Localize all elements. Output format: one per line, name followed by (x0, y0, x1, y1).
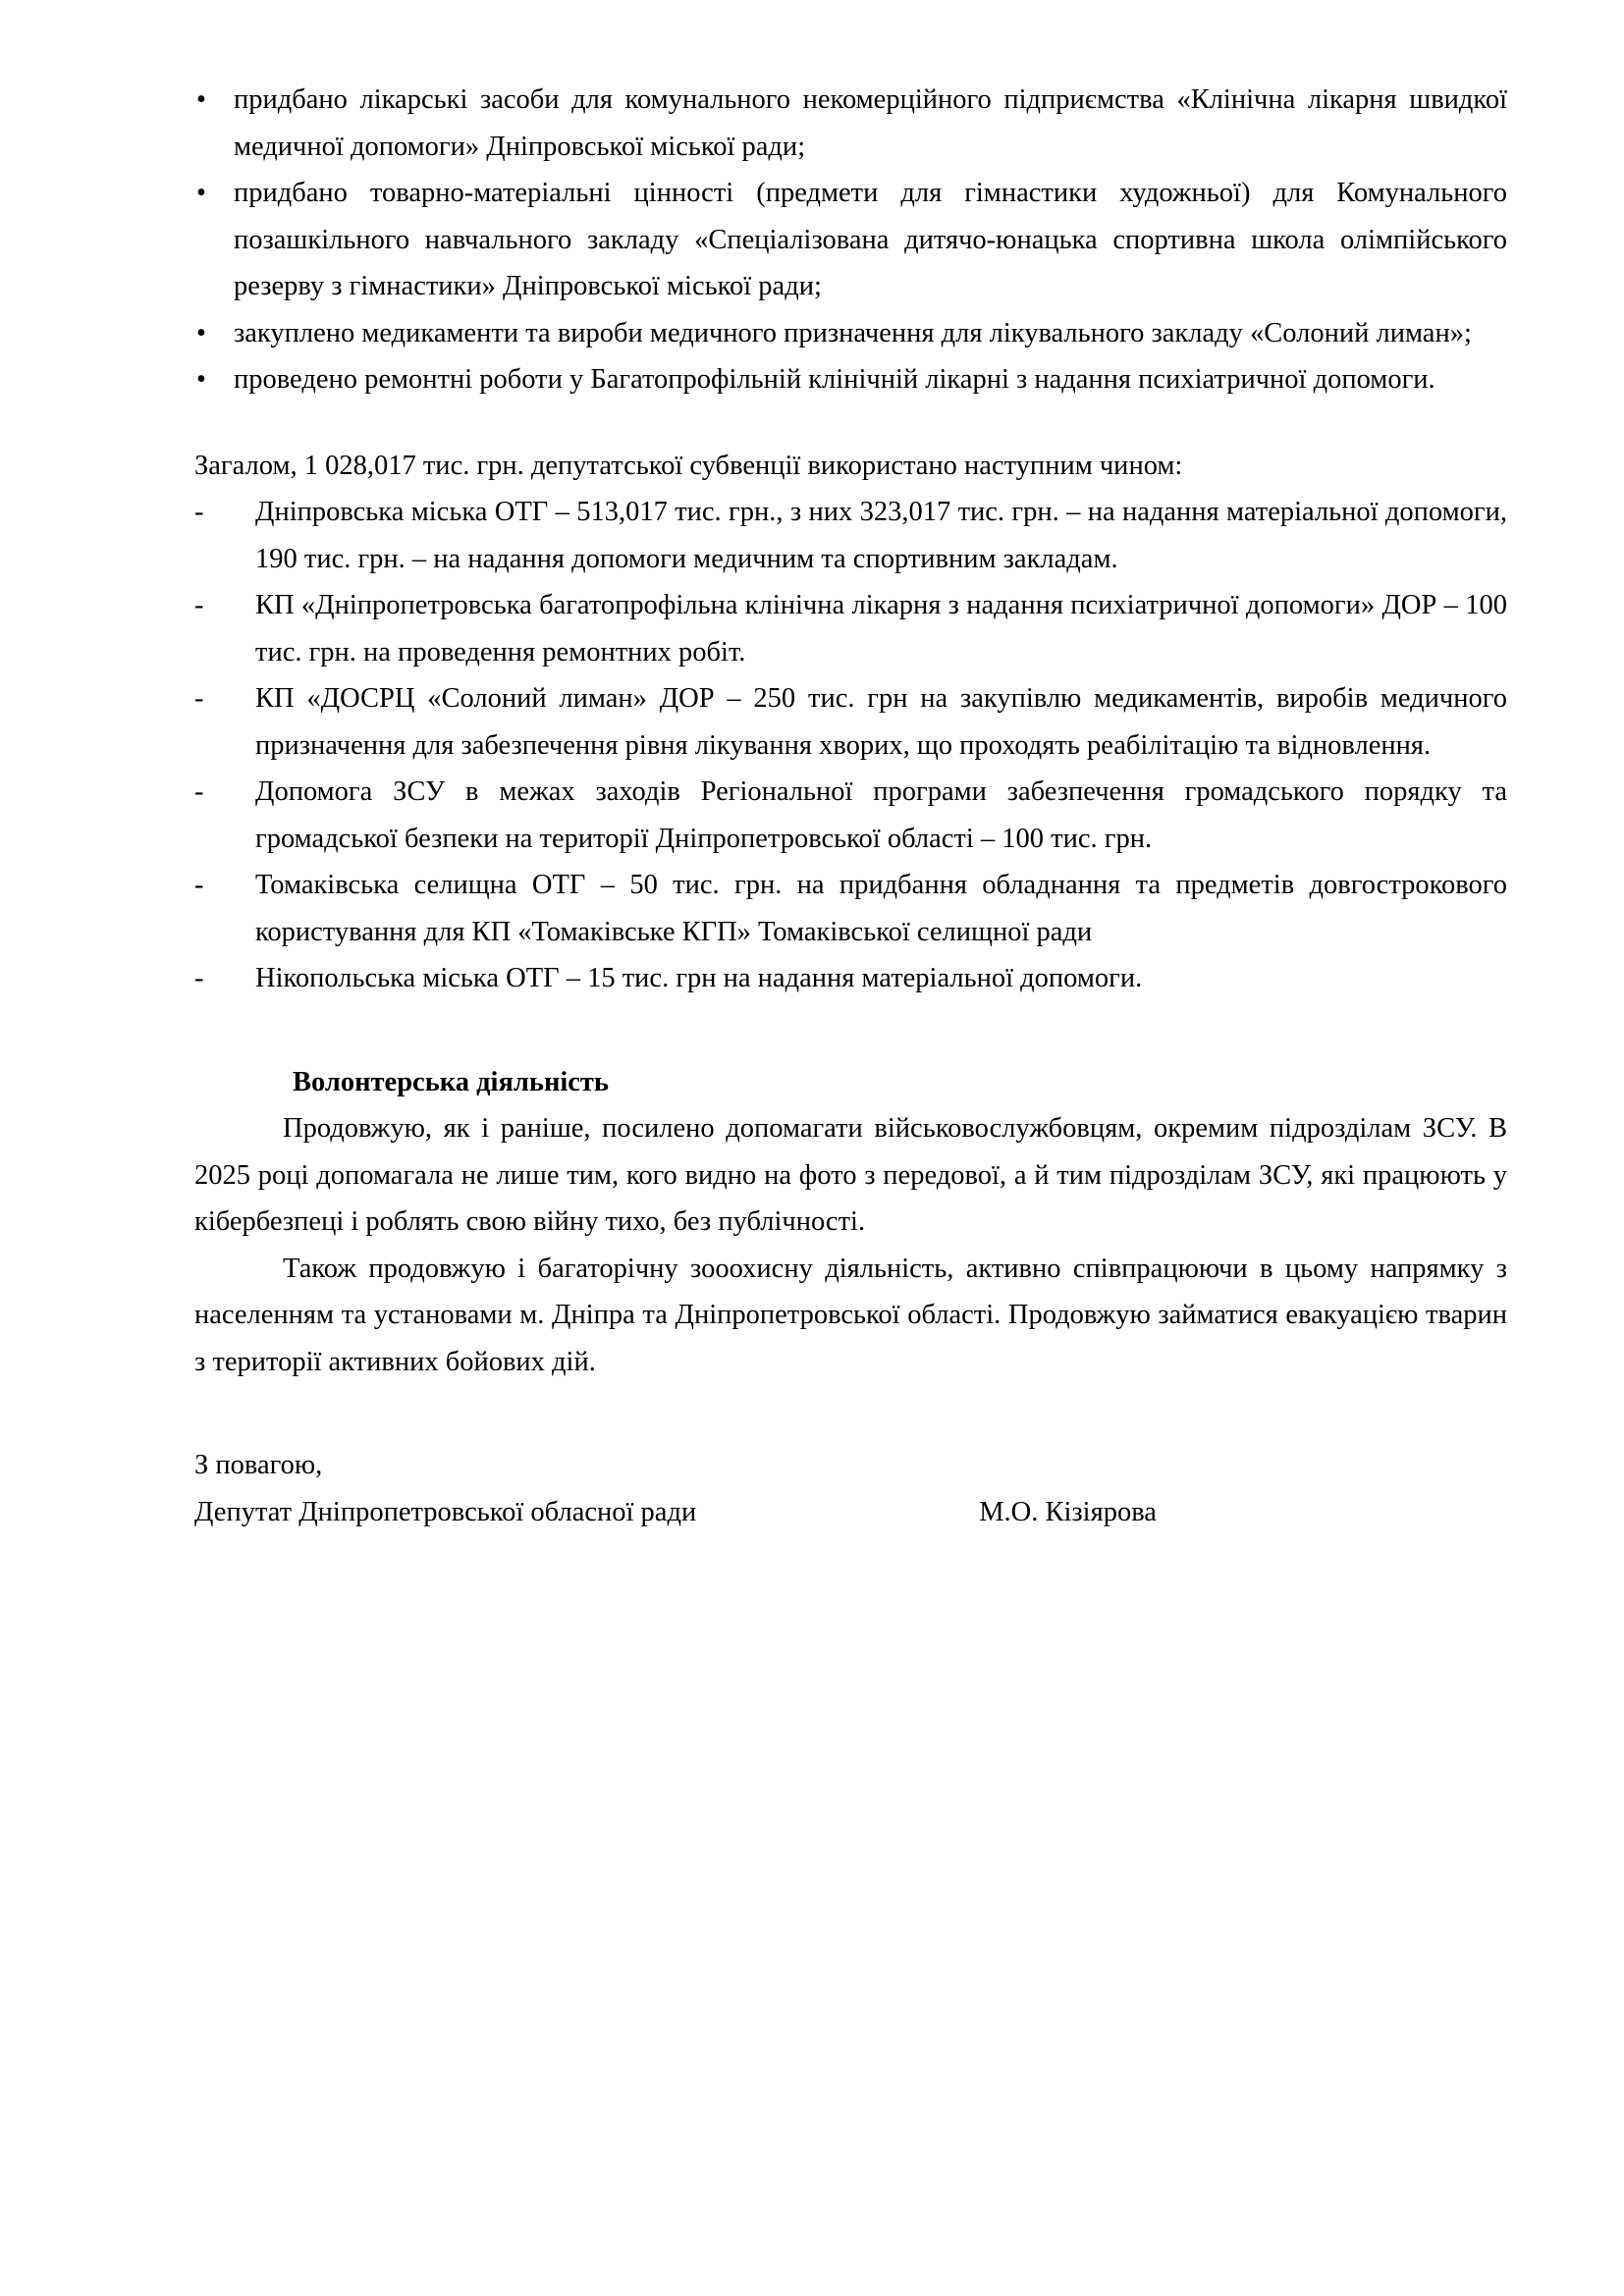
dash-icon: - (194, 776, 204, 807)
bullet-icon: • (196, 178, 206, 208)
list-item (194, 310, 1507, 357)
list-item (194, 170, 1507, 310)
list-item-text: Томаківська селищна ОТГ – 50 тис. грн. на придбання обладнання та предметів довгострокового користування для КП «Томаківське КГП» Томаківської селищної ради (255, 870, 1507, 947)
list-item (194, 769, 1507, 862)
list-item (194, 675, 1507, 769)
volunteer-paragraph-2: Також продовжую і багаторічну зооохисну діяльність, активно співпрацюючи в цьому напрямку з населенням та установами м. Дніпра та Дніпропетровської області. Продовжую займатися евакуацією тварин з території активних бойових дій. (194, 1253, 1507, 1377)
spacer (194, 403, 1507, 443)
summary-paragraph: Загалом, 1 028,017 тис. грн. депутатської субвенції використано наступним чином: (194, 450, 1183, 481)
list-item-text: КП «ДОСРЦ «Солоний лиман» ДОР – 250 тис. грн на закупівлю медикаментів, виробів медичного призначення для забезпечення рівня лікування хворих, що проходять реабілітацію та відновлення. (255, 683, 1507, 761)
list-item-text: Дніпровська міська ОТГ – 513,017 тис. грн., з них 323,017 тис. грн. – на надання матеріальної допомоги, 190 тис. грн. – на надання допомоги медичним та спортивним закладам. (255, 497, 1507, 574)
list-item (194, 356, 1507, 403)
dash-icon: - (194, 963, 204, 993)
spacer (194, 1385, 1507, 1442)
bullet-icon: • (196, 84, 206, 115)
bullet-icon: • (196, 364, 206, 395)
bullet-icon: • (196, 317, 206, 348)
measures-bullet-list (194, 77, 1507, 403)
list-item-text: КП «Дніпропетровська багатопрофільна клінічна лікарня з надання психіатричної допомоги» ДОР – 100 тис. грн. на проведення ремонтних робіт. (255, 590, 1507, 667)
section-heading-volunteer: Волонтерська діяльність (293, 1066, 610, 1097)
dash-icon: - (194, 683, 204, 714)
signature-role: Депутат Дніпропетровської обласної ради (194, 1496, 697, 1527)
list-item-text: проведено ремонтні роботи у Багатопрофільній клінічній лікарні з надання психіатричної допомоги. (234, 364, 1435, 395)
subvention-breakdown-list (194, 489, 1507, 1002)
dash-icon: - (194, 590, 204, 620)
list-item (194, 862, 1507, 955)
list-item-text: закуплено медикаменти та вироби медичного призначення для лікувального закладу «Солоний лиман»; (234, 317, 1472, 348)
list-item-text: придбано лікарські засоби для комунального некомерційного підприємства «Клінічна лікарня швидкої медичної допомоги» Дніпровської міської ради; (234, 84, 1507, 162)
volunteer-paragraph-1: Продовжую, як і раніше, посилено допомагати військовослужбовцям, окремим підрозділам ЗСУ. В 2025 році допомагала не лише тим, кого видно на фото з передової, а й тим підрозділам ЗСУ, які працюють у кібербезпеці і роблять свою війну тихо, без публічності. (194, 1113, 1507, 1237)
list-item (194, 77, 1507, 170)
spacer (194, 1002, 1507, 1059)
document-content (194, 77, 1507, 1535)
signature-closing: З повагою, (194, 1450, 323, 1480)
list-item-text: Нікопольська міська ОТГ – 15 тис. грн на надання матеріальної допомоги. (255, 963, 1143, 993)
signature-row (194, 1489, 1507, 1536)
dash-icon: - (194, 870, 204, 900)
dash-icon: - (194, 497, 204, 527)
list-item-text: придбано товарно-матеріальні цінності (предмети для гімнастики художньої) для Комунального позашкільного навчального закладу «Спеціалізована дитячо-юнацька спортивна школа олімпійського резерву з гімнастики» Дніпровської міської ради; (234, 178, 1507, 301)
list-item (194, 955, 1507, 1002)
signature-block (194, 1442, 1507, 1535)
list-item-text: Допомога ЗСУ в межах заходів Регіональної програми забезпечення громадського порядку та громадської безпеки на території Дніпропетровської області – 100 тис. грн. (255, 776, 1507, 854)
signature-name: М.О. Кізіярова (979, 1496, 1157, 1527)
list-item (194, 489, 1507, 582)
list-item (194, 582, 1507, 675)
